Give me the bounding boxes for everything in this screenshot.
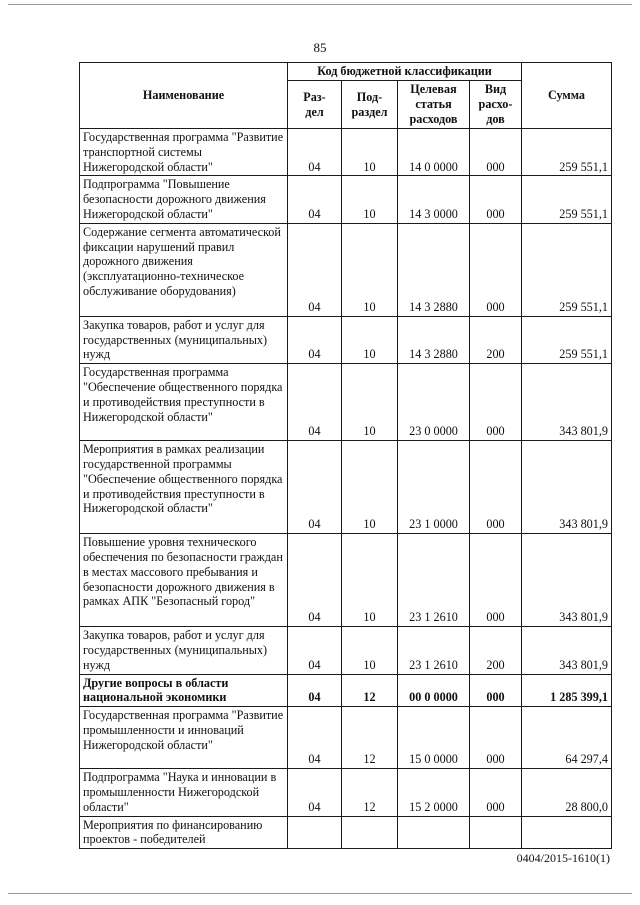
- row-section: 04: [288, 627, 342, 674]
- row-sum: 259 551,1: [522, 223, 612, 316]
- row-type: 000: [470, 707, 522, 769]
- row-target: 15 2 0000: [398, 769, 470, 816]
- row-subsection: 10: [342, 129, 398, 176]
- row-sum: 259 551,1: [522, 176, 612, 223]
- row-target: 00 0 0000: [398, 674, 470, 707]
- row-sum: 343 801,9: [522, 534, 612, 627]
- table-row: [80, 129, 612, 176]
- row-target: 15 0 0000: [398, 707, 470, 769]
- header-sum: Сумма: [522, 63, 612, 129]
- row-name: Государственная программа "Развитие транспортной системы Нижегородской области": [80, 129, 288, 176]
- table-row: [80, 674, 612, 707]
- scan-edge-bottom: [8, 893, 632, 894]
- row-type: 000: [470, 223, 522, 316]
- row-name: Мероприятия по финансированию проектов - победителей: [80, 816, 288, 849]
- row-type: 000: [470, 534, 522, 627]
- row-target: 14 3 0000: [398, 176, 470, 223]
- row-name: Содержание сегмента автоматической фиксации нарушений правил дорожного движения (эксплуатационно-техническое обслуживание оборудования): [80, 223, 288, 316]
- row-target: 23 1 2610: [398, 627, 470, 674]
- row-subsection: 10: [342, 534, 398, 627]
- row-sum: 343 801,9: [522, 627, 612, 674]
- header-subsection: Под- раздел: [342, 81, 398, 129]
- row-subsection: 12: [342, 674, 398, 707]
- table-row: [80, 627, 612, 674]
- row-subsection: 10: [342, 627, 398, 674]
- row-section: 04: [288, 674, 342, 707]
- row-sum: 64 297,4: [522, 707, 612, 769]
- table-row: [80, 534, 612, 627]
- row-target: 14 3 2880: [398, 223, 470, 316]
- row-target: 23 0 0000: [398, 364, 470, 441]
- row-subsection: 12: [342, 707, 398, 769]
- table-row: [80, 316, 612, 363]
- row-section: 04: [288, 364, 342, 441]
- header-code-group: Код бюджетной классификации: [288, 63, 522, 81]
- row-type: 000: [470, 769, 522, 816]
- row-target: 14 0 0000: [398, 129, 470, 176]
- row-type: [470, 816, 522, 849]
- table-row: [80, 364, 612, 441]
- row-sum: 259 551,1: [522, 316, 612, 363]
- row-section: 04: [288, 129, 342, 176]
- row-subsection: [342, 816, 398, 849]
- row-section: [288, 816, 342, 849]
- row-name: Государственная программа "Обеспечение общественного порядка и противодействия преступности в Нижегородской области": [80, 364, 288, 441]
- row-sum: 28 800,0: [522, 769, 612, 816]
- row-name: Другие вопросы в области национальной экономики: [80, 674, 288, 707]
- header-target: Целевая статья расходов: [398, 81, 470, 129]
- row-name: Повышение уровня технического обеспечения по безопасности граждан в местах массового пребывания и безопасности дорожного движения в рамках АПК "Безопасный город": [80, 534, 288, 627]
- row-target: 23 1 2610: [398, 534, 470, 627]
- row-type: 000: [470, 129, 522, 176]
- row-subsection: 10: [342, 441, 398, 534]
- row-target: 14 3 2880: [398, 316, 470, 363]
- row-sum: [522, 816, 612, 849]
- row-sum: 259 551,1: [522, 129, 612, 176]
- row-name: Подпрограмма "Наука и инновации в промышленности Нижегородской области": [80, 769, 288, 816]
- row-target: 23 1 0000: [398, 441, 470, 534]
- document-code: 0404/2015-1610(1): [516, 851, 610, 865]
- row-section: 04: [288, 707, 342, 769]
- row-type: 200: [470, 627, 522, 674]
- row-subsection: 10: [342, 316, 398, 363]
- row-section: 04: [288, 534, 342, 627]
- row-type: 000: [470, 176, 522, 223]
- row-section: 04: [288, 316, 342, 363]
- row-type: 000: [470, 364, 522, 441]
- row-sum: 1 285 399,1: [522, 674, 612, 707]
- row-section: 04: [288, 223, 342, 316]
- row-subsection: 10: [342, 364, 398, 441]
- row-name: Мероприятия в рамках реализации государственной программы "Обеспечение общественного порядка и противодействия преступности в Нижегородской области": [80, 441, 288, 534]
- budget-table: [79, 62, 612, 849]
- row-type: 200: [470, 316, 522, 363]
- row-name: Государственная программа "Развитие промышленности и инноваций Нижегородской области": [80, 707, 288, 769]
- header-name: Наименование: [80, 63, 288, 129]
- row-subsection: 10: [342, 176, 398, 223]
- row-subsection: 12: [342, 769, 398, 816]
- row-name: Закупка товаров, работ и услуг для государственных (муниципальных) нужд: [80, 316, 288, 363]
- row-type: 000: [470, 441, 522, 534]
- row-sum: 343 801,9: [522, 441, 612, 534]
- row-subsection: 10: [342, 223, 398, 316]
- row-name: Подпрограмма "Повышение безопасности дорожного движения Нижегородской области": [80, 176, 288, 223]
- row-section: 04: [288, 176, 342, 223]
- table-row: [80, 223, 612, 316]
- row-target: [398, 816, 470, 849]
- header-section: Раз- дел: [288, 81, 342, 129]
- page-number: 85: [313, 40, 327, 55]
- row-section: 04: [288, 769, 342, 816]
- table-row: [80, 816, 612, 849]
- row-section: 04: [288, 441, 342, 534]
- table-row: [80, 441, 612, 534]
- row-type: 000: [470, 674, 522, 707]
- scan-edge-top: [8, 4, 632, 5]
- table-row: [80, 707, 612, 769]
- table-row: [80, 769, 612, 816]
- row-sum: 343 801,9: [522, 364, 612, 441]
- header-type: Вид расхо- дов: [470, 81, 522, 129]
- table-row: [80, 176, 612, 223]
- row-name: Закупка товаров, работ и услуг для государственных (муниципальных) нужд: [80, 627, 288, 674]
